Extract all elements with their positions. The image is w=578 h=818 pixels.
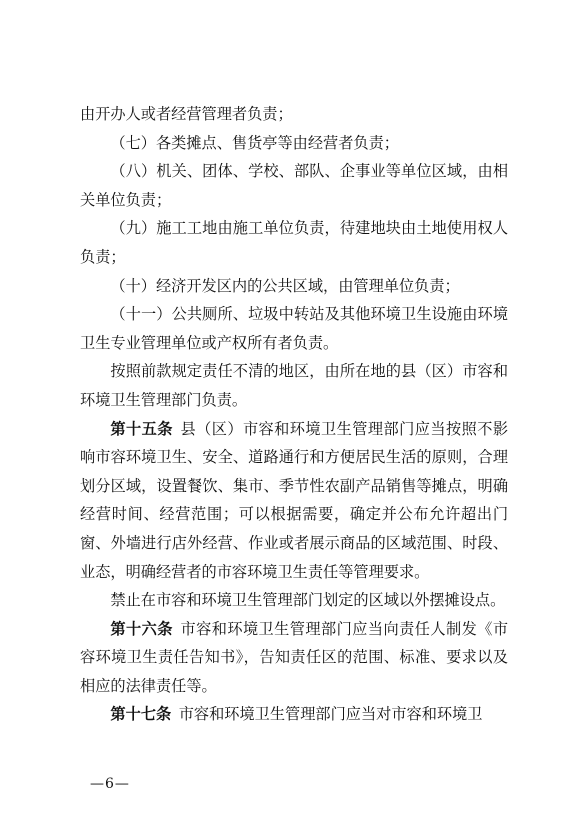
article-17-heading: 第十七条 (110, 705, 172, 724)
paragraph-5-text: （十）经济开发区内的公共区域，由管理单位负责； (110, 276, 460, 295)
article-17-text: 市容和环境卫生管理部门应当对市容和环境卫 (178, 705, 483, 724)
article-16 (80, 615, 508, 701)
paragraph-4-text: （九）施工工地由施工单位负责，待建地块由土地使用权人负责； (80, 219, 508, 266)
page-number: —6— (90, 776, 130, 792)
paragraph-6-text: （十一）公共厕所、垃圾中转站及其他环境卫生设施由环境卫生专业管理单位或产权所有者负责。 (80, 305, 508, 352)
article-15-text: 县（区）市容和环境卫生管理部门应当按照不影响市容环境卫生、安全、道路通行和方便居民生活的原则，合理划分区域，设置餐饮、集市、季节性农副产品销售等摊点，明确经营时间、经营范围；可以根据需要，确定并公布允许超出门窗、外墙进行店外经营、作业或者展示商品的区域范围、时段、业态，明确经营者的市容环境卫生责任等管理要求。 (80, 419, 509, 581)
paragraph-7-text: 按照前款规定责任不清的地区，由所在地的县（区）市容和环境卫生管理部门负责。 (80, 362, 508, 409)
paragraph-9-text: 禁止在市容和环境卫生管理部门划定的区域以外摆摊设点。 (110, 591, 506, 610)
paragraph-3-text: （八）机关、团体、学校、部队、企事业等单位区域，由相关单位负责； (80, 162, 508, 209)
paragraph-6 (80, 300, 508, 357)
paragraph-4 (80, 214, 508, 271)
article-15 (80, 415, 508, 587)
paragraph-2 (80, 129, 508, 158)
paragraph-5 (80, 272, 508, 301)
article-16-heading: 第十六条 (110, 619, 173, 638)
paragraph-7 (80, 357, 508, 414)
article-16-text: 市容和环境卫生管理部门应当向责任人制发《市容环境卫生责任告知书》，告知责任区的范围、标准、要求以及相应的法律责任等。 (80, 619, 509, 695)
paragraph-1 (80, 100, 508, 129)
paragraph-2-text: （七）各类摊点、售货亭等由经营者负责； (110, 133, 399, 152)
paragraph-3 (80, 157, 508, 214)
article-15-heading: 第十五条 (110, 419, 173, 438)
document-page (80, 100, 508, 729)
paragraph-1-text: 由开办人或者经营管理者负责； (80, 105, 293, 123)
paragraph-9 (80, 586, 508, 615)
article-17 (80, 700, 508, 729)
